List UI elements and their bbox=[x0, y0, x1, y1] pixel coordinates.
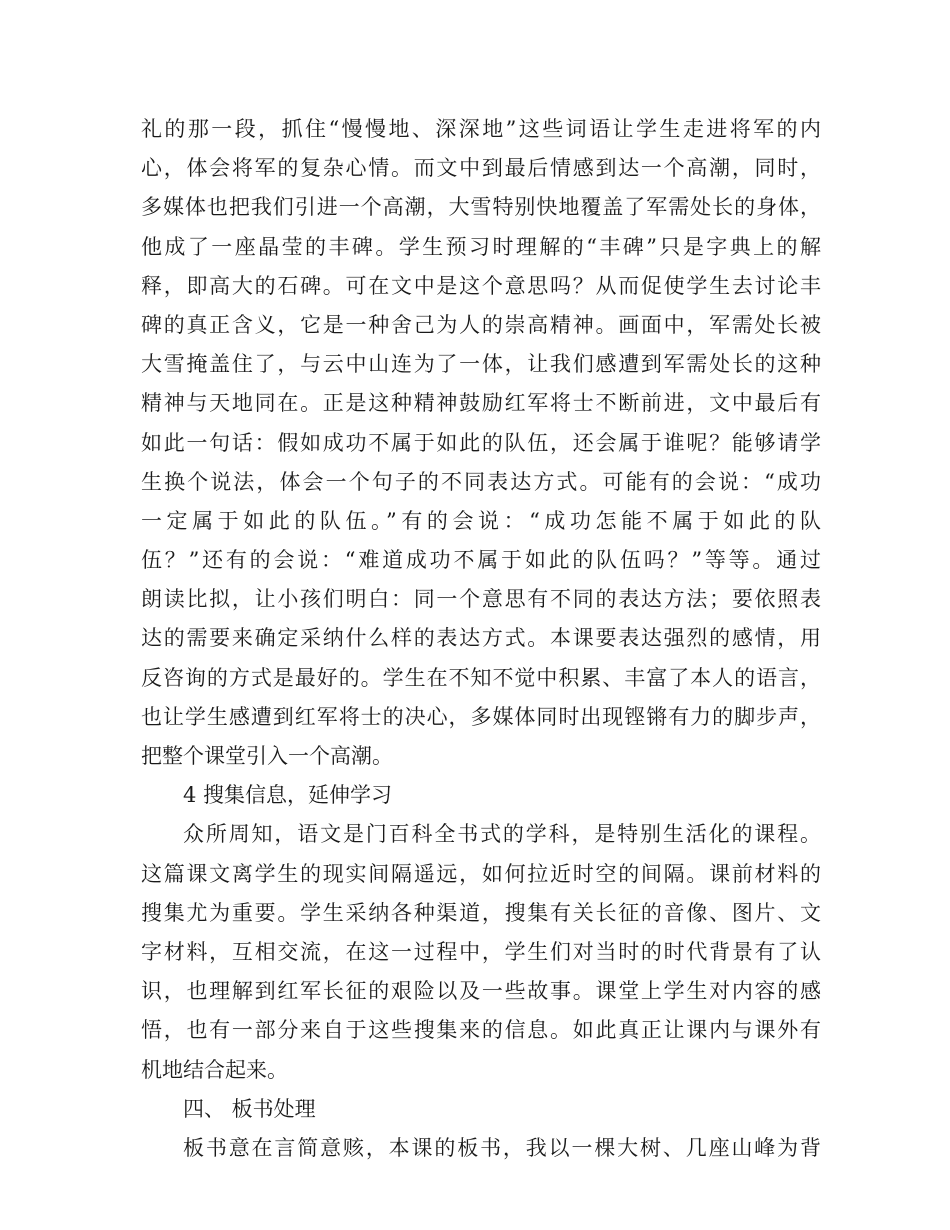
text-line: 字材料，互相交流，在这一过程中，学生们对当时的时代背景有了认 bbox=[141, 939, 821, 964]
text-line: 朗读比拟，让小孩们明白：同一个意思有不同的表达方法；要依照表 bbox=[141, 587, 821, 612]
text-line: 把整个课堂引入一个高潮。 bbox=[141, 744, 393, 768]
text-line: 心，体会将军的复杂心情。而文中到最后情感到达一个高潮，同时， bbox=[141, 156, 821, 181]
text-line: 也让学生感遭到红军将士的决心，多媒体同时出现铿锵有力的脚步声， bbox=[141, 704, 821, 729]
text-line: 伍？”还有的会说：“难道成功不属于如此的队伍吗？”等等。通过 bbox=[141, 548, 821, 573]
text-line: 搜集尤为重要。学生采纳各种渠道，搜集有关长征的音像、图片、文 bbox=[141, 900, 821, 925]
section-heading: 4 搜集信息，延伸学习 bbox=[183, 783, 393, 808]
text-line: 板书意在言简意赅，本课的板书，我以一棵大树、几座山峰为背 bbox=[183, 1135, 821, 1160]
text-line: 这篇课文离学生的现实间隔遥远，如何拉近时空的间隔。课前材料的 bbox=[141, 861, 821, 886]
text-line: 他成了一座晶莹的丰碑。学生预习时理解的“丰碑”只是字典上的解 bbox=[141, 234, 821, 259]
text-line: 如此一句话：假如成功不属于如此的队伍，还会属于谁呢？能够请学 bbox=[141, 430, 821, 455]
text-line: 精神与天地同在。正是这种精神鼓励红军将士不断前进，文中最后有 bbox=[141, 391, 821, 416]
text-line: 达的需要来确定采纳什么样的表达方式。本课要表达强烈的感情，用 bbox=[141, 626, 821, 651]
text-line: 众所周知，语文是门百科全书式的学科，是特别生活化的课程。 bbox=[183, 822, 821, 847]
text-line: 生换个说法，体会一个句子的不同表达方式。可能有的会说：“成功 bbox=[141, 469, 821, 494]
text-line: 礼的那一段，抓住“慢慢地、深深地”这些词语让学生走进将军的内 bbox=[141, 117, 821, 141]
text-line: 悟，也有一部分来自于这些搜集来的信息。如此真正让课内与课外有 bbox=[141, 1018, 821, 1043]
text-line: 释，即高大的石碑。可在文中是这个意思吗？从而促使学生去讨论丰 bbox=[141, 273, 821, 298]
text-line: 大雪掩盖住了，与云中山连为了一体，让我们感遭到军需处长的这种 bbox=[141, 352, 821, 377]
text-line: 机地结合起来。 bbox=[141, 1057, 288, 1082]
text-line: 一定属于如此的队伍。”有的会说：“成功怎能不属于如此的队 bbox=[141, 508, 821, 533]
text-line: 反咨询的方式是最好的。学生在不知不觉中积累、丰富了本人的语言， bbox=[141, 665, 821, 690]
body-text bbox=[141, 110, 821, 1168]
text-line: 碑的真正含义，它是一种舍己为人的崇高精神。画面中，军需处长被 bbox=[141, 312, 821, 337]
text-line: 多媒体也把我们引进一个高潮，大雪特别快地覆盖了军需处长的身体， bbox=[141, 195, 821, 220]
section-heading: 四、 板书处理 bbox=[183, 1096, 316, 1121]
text-line: 识，也理解到红军长征的艰险以及一些故事。课堂上学生对内容的感 bbox=[141, 979, 821, 1004]
